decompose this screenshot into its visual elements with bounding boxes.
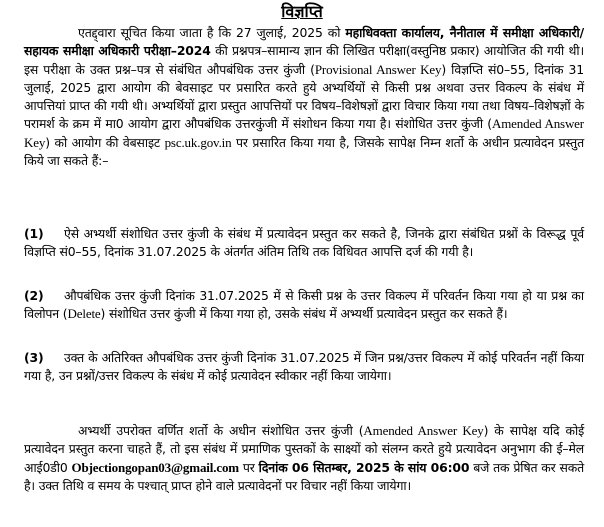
text: एतद्द्वारा सूचित किया जाता है कि 27 जुलाई, 2025 को <box>78 25 346 40</box>
item-text: औपबंधिक उत्तर कुंजी दिनांक 31.07.2025 में से किसी प्रश्न के उत्तर विकल्प में परिवर्तन किया गया हो या प्रश्न का विलोपन ( <box>24 288 584 322</box>
text: ) को आयोग की वेबसाइट <box>45 134 165 150</box>
item-text: ) संशोधित उत्तर कुंजी में किया गया हो, उसके संबंध में अभ्यर्थी प्रत्यावेदन प्रस्तुत कर सकते हैं। <box>100 306 508 322</box>
item-text: उक्त के अतिरिक्त औपबंधिक उत्तर कुंजी दिनांक 31.07.2025 में जिन प्रश्न/उत्तर विकल्प में कोई परिवर्तन नहीं किया गया है, उन प्रश्नों/उत्तर विकल्प के संबंध में कोई प्रत्यावेदन स्वीकार नहीं किया जायेगा। <box>24 350 584 384</box>
text: अभ्यर्थी उपरोक्त वर्णित शर्तो के अधीन संशोधित उत्तर कुंजी ( <box>78 423 364 438</box>
item-number: (1) <box>24 226 44 241</box>
text: पर प्रसारित किया गया है, जिसके सापेक्ष निम्न शर्तो के अधीन प्रत्यावेदन प्रस्तुत किये जा सकते हैं:– <box>24 134 585 169</box>
text: की प्रश्नपत्र–सामान्य ज्ञान की लिखित परीक्षा(वस्तुनिष्ठ प्रकार) आयोजित की गयी थी। इस परीक्षा के उक्त प्रश्न–पत्र से संबंधित औपबंधिक उत्तर कुंजी ( <box>24 43 584 77</box>
latin-term: Amended Answer Key <box>363 423 484 438</box>
website-link[interactable]: psc.uk.gov.in <box>164 134 232 150</box>
email-link[interactable]: Objectiongopan03@gmail.com <box>71 459 239 475</box>
condition-item-1 <box>24 225 584 262</box>
condition-item-3 <box>24 349 584 386</box>
exam-name: महाधिवक्ता कार्यालय, नैनीताल में समीक्षा अधिकारी/सहायक समीक्षा अधिकारी परीक्षा–2024 <box>24 25 584 59</box>
latin-term: Amended Answer Key <box>24 116 584 150</box>
item-number: (2) <box>24 288 44 303</box>
item-number: (3) <box>24 350 44 365</box>
page-title: विज्ञप्ति <box>281 2 323 21</box>
text: ) के सापेक्ष यदि कोई प्रत्यावेदन प्रस्तुत करना चाहते हैं, तो इस संबंध में प्रमाणिक पुस्तकों के साक्ष्यों को संलग्न करते हुये प्रत्यावेदन अनुभाग की ई–मेल आई0डी0 <box>24 423 584 475</box>
deadline: दिनांक 06 सितम्बर, 2025 के सांय 06:00 <box>258 459 470 475</box>
text: बजे तक प्रेषित कर सकते है। उक्त तिथि व समय के पश्चात् प्राप्त होने वाले प्रत्यावेदनों पर विचार नहीं किया जायेगा। <box>24 459 585 493</box>
text: पर <box>238 459 259 475</box>
intro-paragraph <box>24 24 584 170</box>
condition-item-2 <box>24 287 584 324</box>
latin-term: Provisional Answer Key <box>314 61 442 77</box>
closing-paragraph <box>24 422 584 495</box>
text: ) विज्ञप्ति सं0–55, दिनांक 31 जुलाई, 2025 द्वारा आयोग की बेवसाइट पर प्रसारित करते हुये अभ्यर्थियों से किसी प्रश्न अथवा उत्तर विकल्प के संबंध में आपत्तियां प्राप्त की गयी थी। अभ्यर्थियों द्वारा प्रस्तुत आपत्तियों पर विषय–विशेषज्ञों द्वारा विचार किया गया तथा विषय–विशेषज्ञों के परामर्श के क्रम में मा0 आयोग द्वारा औपबंधिक उत्तरकुंजी में संशोधन किया गया है। संशोधित उत्तर कुंजी ( <box>24 61 584 132</box>
item-text: ऐसे अभ्यर्थी संशोधित उत्तर कुंजी के संबंध में प्रत्यावेदन प्रस्तुत कर सकते है, जिनके द्वारा संबंधित प्रश्नों के विरूद्ध पूर्व विज्ञप्ति सं0–55, दिनांक 31.07.2025 के अंतर्गत अंतिम तिथि तक विधिवत आपत्ति दर्ज की गयी है। <box>24 226 584 260</box>
latin-term: Delete <box>67 306 101 322</box>
